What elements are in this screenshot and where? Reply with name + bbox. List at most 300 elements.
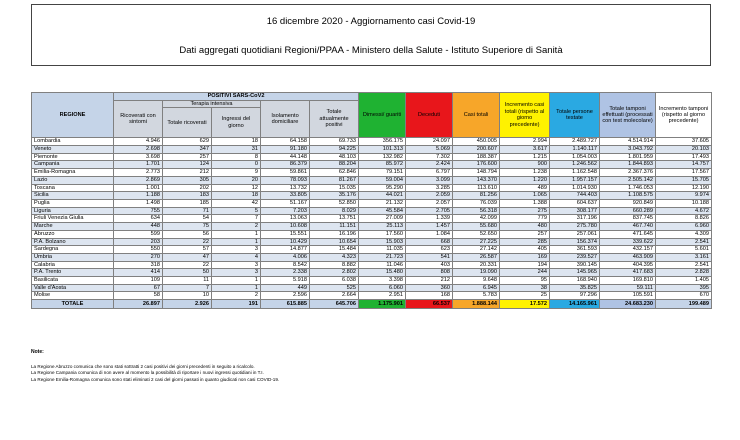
cell-value: 25 <box>500 292 550 300</box>
cell-value: 10.188 <box>656 200 712 208</box>
cell-value: 59.861 <box>261 169 310 177</box>
table-row <box>32 184 712 192</box>
cell-value: 67 <box>114 284 163 292</box>
col-regione: REGIONE <box>32 93 114 138</box>
cell-value: 432.157 <box>600 246 656 254</box>
cell-value: 1.701 <box>114 161 163 169</box>
cell-value: 356.175 <box>359 138 406 146</box>
cell-value: 75 <box>163 223 212 231</box>
cell-value: 2.367.376 <box>600 169 656 177</box>
cell-value: 8 <box>212 153 261 161</box>
region-name: Calabria <box>32 261 114 269</box>
cell-value: 10 <box>163 292 212 300</box>
cell-value: 668 <box>406 238 453 246</box>
total-value: 14.165.961 <box>550 300 600 309</box>
region-name: Molise <box>32 292 114 300</box>
note-line: La Regione Campania comunica di non avere al momento la possibilità di riportare i nuovi ingressi quotidiani in T.I. <box>31 370 264 375</box>
total-value: 615.885 <box>261 300 310 309</box>
total-value: 199.489 <box>656 300 712 309</box>
cell-value: 1 <box>212 230 261 238</box>
cell-value: 2.541 <box>656 261 712 269</box>
cell-value: 52.850 <box>310 200 359 208</box>
table-row <box>32 207 712 215</box>
cell-value: 25.113 <box>359 223 406 231</box>
table-row <box>32 176 712 184</box>
cell-value: 4.323 <box>310 253 359 261</box>
total-value: 2.926 <box>163 300 212 309</box>
cell-value: 19.090 <box>453 269 500 277</box>
cell-value: 176.600 <box>453 161 500 169</box>
region-name: Friuli Venezia Giulia <box>32 215 114 223</box>
cell-value: 4 <box>212 253 261 261</box>
cell-value: 50 <box>163 269 212 277</box>
cell-value: 10.429 <box>261 238 310 246</box>
cell-value: 1.801.959 <box>600 153 656 161</box>
cell-value: 244 <box>500 269 550 277</box>
cell-value: 9.648 <box>453 277 500 285</box>
cell-value: 44.021 <box>359 192 406 200</box>
cell-value: 35.176 <box>310 192 359 200</box>
region-name: Puglia <box>32 200 114 208</box>
cell-value: 1 <box>212 284 261 292</box>
cell-value: 12.190 <box>656 184 712 192</box>
region-name: Veneto <box>32 146 114 154</box>
cell-value: 2.057 <box>406 200 453 208</box>
cell-value: 1.844.893 <box>600 161 656 169</box>
cell-value: 20 <box>212 176 261 184</box>
cell-value: 1.498 <box>114 200 163 208</box>
cell-value: 1.246.562 <box>550 161 600 169</box>
cell-value: 448 <box>114 223 163 231</box>
cell-value: 18 <box>212 138 261 146</box>
table-row <box>32 223 712 231</box>
cell-value: 1.188 <box>114 192 163 200</box>
cell-value: 21.132 <box>359 200 406 208</box>
cell-value: 3 <box>212 246 261 254</box>
cell-value: 156.374 <box>550 238 600 246</box>
cell-value: 305 <box>163 176 212 184</box>
cell-value: 57 <box>163 246 212 254</box>
cell-value: 2.059 <box>406 192 453 200</box>
page-subtitle: Dati aggregati quotidiani Regioni/PPAA - Ministero della Salute - Istituto Superiore di Sanità <box>179 45 563 56</box>
cell-value: 56.318 <box>453 207 500 215</box>
col-casi-totali: Casi totali <box>453 93 500 138</box>
cell-value: 143.370 <box>453 176 500 184</box>
cell-value: 5.783 <box>453 292 500 300</box>
cell-value: 1.108.575 <box>600 192 656 200</box>
total-value: 1.888.144 <box>453 300 500 309</box>
region-name: Valle d'Aosta <box>32 284 114 292</box>
cell-value: 31 <box>212 146 261 154</box>
cell-value: 13.751 <box>310 215 359 223</box>
cell-value: 2.869 <box>114 176 163 184</box>
cell-value: 91.180 <box>261 146 310 154</box>
total-value: 26.897 <box>114 300 163 309</box>
cell-value: 414 <box>114 269 163 277</box>
col-ingressi: Ingressi del giorno <box>212 108 261 138</box>
cell-value: 390.145 <box>550 261 600 269</box>
cell-value: 257 <box>500 230 550 238</box>
cell-value: 78.093 <box>261 176 310 184</box>
cell-value: 3.161 <box>656 253 712 261</box>
cell-value: 11.046 <box>359 261 406 269</box>
cell-value: 17.567 <box>656 169 712 177</box>
table-row <box>32 284 712 292</box>
cell-value: 3 <box>212 261 261 269</box>
cell-value: 7.203 <box>261 207 310 215</box>
cell-value: 1.014.930 <box>550 184 600 192</box>
cell-value: 15.484 <box>310 246 359 254</box>
cell-value: 361.593 <box>550 246 600 254</box>
total-value: 24.683.230 <box>600 300 656 309</box>
cell-value: 101.313 <box>359 146 406 154</box>
cell-value: 2.664 <box>310 292 359 300</box>
cell-value: 257 <box>163 153 212 161</box>
cell-value: 1.065 <box>500 192 550 200</box>
region-name: P.A. Bolzano <box>32 238 114 246</box>
cell-value: 1.388 <box>500 200 550 208</box>
cell-value: 183 <box>163 192 212 200</box>
cell-value: 27.009 <box>359 215 406 223</box>
cell-value: 480 <box>500 223 550 231</box>
cell-value: 76.039 <box>453 200 500 208</box>
region-name: Lazio <box>32 176 114 184</box>
cell-value: 6.038 <box>310 277 359 285</box>
cell-value: 45.584 <box>359 207 406 215</box>
cell-value: 395 <box>656 284 712 292</box>
col-dimessi: Dimessi/ guariti <box>359 93 406 138</box>
cell-value: 629 <box>163 138 212 146</box>
cell-value: 2.773 <box>114 169 163 177</box>
cell-value: 27.142 <box>453 246 500 254</box>
region-name: Umbria <box>32 253 114 261</box>
cell-value: 2 <box>212 292 261 300</box>
table-row <box>32 246 712 254</box>
group-terapia: Terapia intensiva <box>163 100 261 108</box>
table-row <box>32 192 712 200</box>
cell-value: 1.457 <box>406 223 453 231</box>
cell-value: 24.097 <box>406 138 453 146</box>
cell-value: 200.607 <box>453 146 500 154</box>
cell-value: 6.960 <box>656 223 712 231</box>
cell-value: 285 <box>500 238 550 246</box>
cell-value: 132.982 <box>359 153 406 161</box>
cell-value: 69.733 <box>310 138 359 146</box>
cell-value: 2.424 <box>406 161 453 169</box>
cell-value: 1.084 <box>406 230 453 238</box>
cell-value: 55.680 <box>453 223 500 231</box>
cell-value: 27.225 <box>453 238 500 246</box>
region-name: Marche <box>32 223 114 231</box>
cell-value: 202 <box>163 184 212 192</box>
cell-value: 8.542 <box>261 261 310 269</box>
cell-value: 188.387 <box>453 153 500 161</box>
cell-value: 168.940 <box>550 277 600 285</box>
total-value: 17.572 <box>500 300 550 309</box>
cell-value: 360 <box>406 284 453 292</box>
cell-value: 51.167 <box>261 200 310 208</box>
cell-value: 22 <box>163 238 212 246</box>
cell-value: 3.617 <box>500 146 550 154</box>
cell-value: 257.061 <box>550 230 600 238</box>
cell-value: 37.605 <box>656 138 712 146</box>
cell-value: 489 <box>500 184 550 192</box>
region-name: Toscana <box>32 184 114 192</box>
cell-value: 20.331 <box>453 261 500 269</box>
cell-value: 744.403 <box>550 192 600 200</box>
cell-value: 417.683 <box>600 269 656 277</box>
totals-label: TOTALE <box>32 300 114 309</box>
col-deceduti: Deceduti <box>406 93 453 138</box>
cell-value: 26.587 <box>453 253 500 261</box>
note-line: La Regione Abruzzo comunica che sono stati sottratti 2 casi positivi dei giorni precedenti in seguito a ricalcolo. <box>31 363 255 369</box>
cell-value: 145.965 <box>550 269 600 277</box>
cell-value: 525 <box>310 284 359 292</box>
cell-value: 347 <box>163 146 212 154</box>
cell-value: 450.005 <box>453 138 500 146</box>
cell-value: 660.289 <box>600 207 656 215</box>
cell-value: 86.379 <box>261 161 310 169</box>
cell-value: 15.035 <box>310 184 359 192</box>
region-name: Sardegna <box>32 246 114 254</box>
cell-value: 59.111 <box>600 284 656 292</box>
cell-value: 0 <box>212 161 261 169</box>
notes-title: Note: <box>31 349 44 355</box>
cell-value: 14.757 <box>656 161 712 169</box>
cell-value: 3.099 <box>406 176 453 184</box>
col-totale-ricoverati: Totale ricoverati <box>163 108 212 138</box>
cell-value: 471.645 <box>600 230 656 238</box>
cell-value: 3.043.792 <box>600 146 656 154</box>
cell-value: 3.285 <box>406 184 453 192</box>
cell-value: 62.846 <box>310 169 359 177</box>
cell-value: 670 <box>656 292 712 300</box>
totals-row <box>32 300 712 309</box>
cell-value: 13.063 <box>261 215 310 223</box>
table-row <box>32 169 712 177</box>
cell-value: 2.828 <box>656 269 712 277</box>
cell-value: 10.654 <box>310 238 359 246</box>
cell-value: 2.338 <box>261 269 310 277</box>
cell-value: 308.177 <box>550 207 600 215</box>
cell-value: 7 <box>212 215 261 223</box>
cell-value: 11.035 <box>359 246 406 254</box>
cell-value: 779 <box>500 215 550 223</box>
cell-value: 339.622 <box>600 238 656 246</box>
cell-value: 11.151 <box>310 223 359 231</box>
cell-value: 212 <box>406 277 453 285</box>
cell-value: 16.196 <box>310 230 359 238</box>
cell-value: 8.029 <box>310 207 359 215</box>
cell-value: 2 <box>212 223 261 231</box>
cell-value: 17.493 <box>656 153 712 161</box>
page-title: 16 dicembre 2020 - Aggiornamento casi Covid-19 <box>266 16 476 27</box>
table-row <box>32 138 712 146</box>
cell-value: 1.746.053 <box>600 184 656 192</box>
cell-value: 15.480 <box>359 269 406 277</box>
cell-value: 6.060 <box>359 284 406 292</box>
region-name: P.A. Trento <box>32 269 114 277</box>
cell-value: 4.672 <box>656 207 712 215</box>
total-value: 191 <box>212 300 261 309</box>
region-name: Abruzzo <box>32 230 114 238</box>
cell-value: 2.951 <box>359 292 406 300</box>
cell-value: 2.802 <box>310 269 359 277</box>
table-row <box>32 146 712 154</box>
cell-value: 8.826 <box>656 215 712 223</box>
cell-value: 1.162.548 <box>550 169 600 177</box>
cell-value: 13.732 <box>261 184 310 192</box>
cell-value: 808 <box>406 269 453 277</box>
cell-value: 15.903 <box>359 238 406 246</box>
cell-value: 1 <box>212 238 261 246</box>
col-totale-positivi: Totale attualmente positivi <box>310 100 359 138</box>
cell-value: 6.945 <box>453 284 500 292</box>
cell-value: 56 <box>163 230 212 238</box>
table-row <box>32 153 712 161</box>
cell-value: 837.745 <box>600 215 656 223</box>
col-incremento: Incremento casi totali (rispetto al giorno precedente) <box>500 93 550 138</box>
cell-value: 1.339 <box>406 215 453 223</box>
note-line: La Regione Emilia-Romagna comunica sono stati eliminati 2 casi del giorni passati in quanto giudicati non casi COVID-19. <box>31 376 280 382</box>
cell-value: 9 <box>212 169 261 177</box>
cell-value: 95.290 <box>359 184 406 192</box>
cell-value: 318 <box>114 261 163 269</box>
table-row <box>32 277 712 285</box>
cell-value: 38 <box>500 284 550 292</box>
cell-value: 18 <box>212 192 261 200</box>
cell-value: 22 <box>163 261 212 269</box>
cell-value: 4.309 <box>656 230 712 238</box>
table-row <box>32 261 712 269</box>
cell-value: 59.004 <box>359 176 406 184</box>
cell-value: 105.591 <box>600 292 656 300</box>
region-name: Campania <box>32 161 114 169</box>
cell-value: 10.608 <box>261 223 310 231</box>
cell-value: 52.650 <box>453 230 500 238</box>
cell-value: 1.957.157 <box>550 176 600 184</box>
cell-value: 1 <box>212 277 261 285</box>
cell-value: 275 <box>500 207 550 215</box>
table-row <box>32 269 712 277</box>
cell-value: 463.909 <box>600 253 656 261</box>
cell-value: 623 <box>406 246 453 254</box>
cell-value: 124 <box>163 161 212 169</box>
cell-value: 97.296 <box>550 292 600 300</box>
cell-value: 11 <box>163 277 212 285</box>
cell-value: 317.196 <box>550 215 600 223</box>
cell-value: 1.238 <box>500 169 550 177</box>
cell-value: 1.405 <box>656 277 712 285</box>
table-row <box>32 161 712 169</box>
table-row <box>32 292 712 300</box>
cell-value: 42 <box>212 200 261 208</box>
cell-value: 1.220 <box>500 176 550 184</box>
cell-value: 5 <box>212 207 261 215</box>
cell-value: 2.505.142 <box>600 176 656 184</box>
cell-value: 9.974 <box>656 192 712 200</box>
cell-value: 403 <box>406 261 453 269</box>
cell-value: 95 <box>500 277 550 285</box>
cell-value: 900 <box>500 161 550 169</box>
cell-value: 2.596 <box>261 292 310 300</box>
cell-value: 2.994 <box>500 138 550 146</box>
cell-value: 5.601 <box>656 246 712 254</box>
cell-value: 33.805 <box>261 192 310 200</box>
table-row <box>32 253 712 261</box>
cell-value: 194 <box>500 261 550 269</box>
cell-value: 1.215 <box>500 153 550 161</box>
region-name: Lombardia <box>32 138 114 146</box>
regional-data-table <box>31 92 712 309</box>
total-value: 645.706 <box>310 300 359 309</box>
cell-value: 405 <box>500 246 550 254</box>
cell-value: 2.489.727 <box>550 138 600 146</box>
region-name: Basilicata <box>32 277 114 285</box>
cell-value: 94.225 <box>310 146 359 154</box>
cell-value: 12 <box>212 184 261 192</box>
cell-value: 3.698 <box>114 153 163 161</box>
cell-value: 169.810 <box>600 277 656 285</box>
col-isolamento: Isolamento domiciliare <box>261 100 310 138</box>
cell-value: 79.151 <box>359 169 406 177</box>
cell-value: 6.797 <box>406 169 453 177</box>
total-value: 66.537 <box>406 300 453 309</box>
cell-value: 85.972 <box>359 161 406 169</box>
cell-value: 35.825 <box>550 284 600 292</box>
total-value: 1.175.901 <box>359 300 406 309</box>
cell-value: 15.705 <box>656 176 712 184</box>
cell-value: 168 <box>406 292 453 300</box>
table-row <box>32 200 712 208</box>
cell-value: 109 <box>114 277 163 285</box>
cell-value: 604.637 <box>550 200 600 208</box>
col-persone-testate: Totale persone testate <box>550 93 600 138</box>
cell-value: 21.723 <box>359 253 406 261</box>
cell-value: 3 <box>212 269 261 277</box>
cell-value: 14.877 <box>261 246 310 254</box>
table-row <box>32 215 712 223</box>
cell-value: 5.918 <box>261 277 310 285</box>
col-ricoverati: Ricoverati con sintomi <box>114 100 163 138</box>
cell-value: 113.610 <box>453 184 500 192</box>
cell-value: 20.103 <box>656 146 712 154</box>
cell-value: 550 <box>114 246 163 254</box>
cell-value: 467.740 <box>600 223 656 231</box>
cell-value: 47 <box>163 253 212 261</box>
cell-value: 634 <box>114 215 163 223</box>
cell-value: 270 <box>114 253 163 261</box>
region-name: Emilia-Romagna <box>32 169 114 177</box>
cell-value: 5.069 <box>406 146 453 154</box>
cell-value: 81.256 <box>453 192 500 200</box>
cell-value: 88.204 <box>310 161 359 169</box>
cell-value: 15.551 <box>261 230 310 238</box>
table-row <box>32 230 712 238</box>
cell-value: 404.395 <box>600 261 656 269</box>
cell-value: 71 <box>163 207 212 215</box>
cell-value: 541 <box>406 253 453 261</box>
cell-value: 1.054.003 <box>550 153 600 161</box>
cell-value: 7.302 <box>406 153 453 161</box>
table-body <box>32 138 712 309</box>
cell-value: 148.794 <box>453 169 500 177</box>
col-tamponi: Totale tamponi effettuati (processati con test molecolare) <box>600 93 656 138</box>
group-positivi: POSITIVI SARS-CoV2 <box>114 93 359 101</box>
cell-value: 8.882 <box>310 261 359 269</box>
cell-value: 3.398 <box>359 277 406 285</box>
cell-value: 185 <box>163 200 212 208</box>
